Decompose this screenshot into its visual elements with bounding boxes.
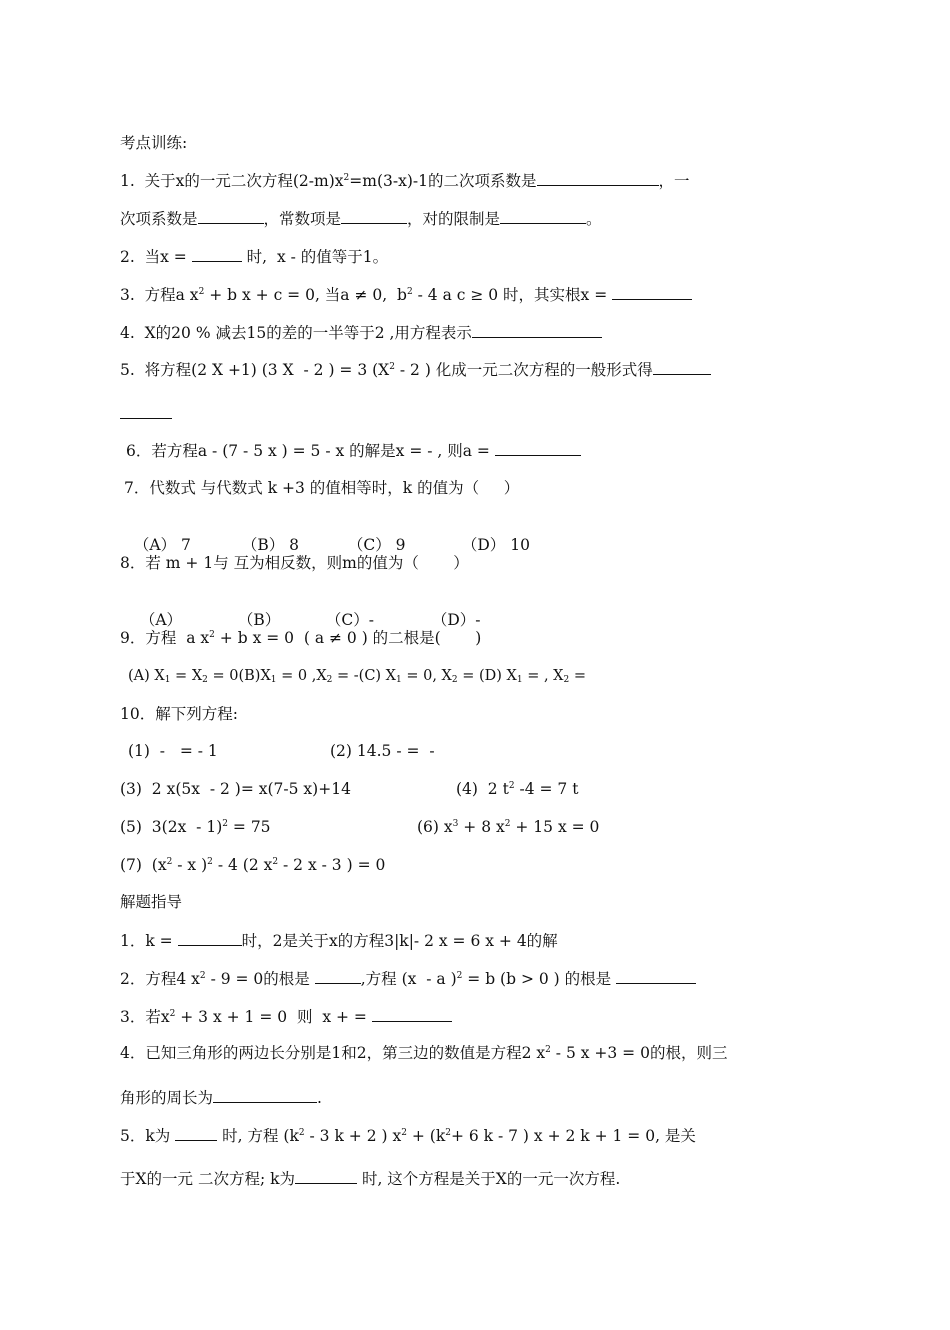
answer-blank[interactable] bbox=[120, 403, 172, 419]
answer-blank[interactable] bbox=[178, 930, 242, 946]
guidance-question-3: 3．若$x^2 + 3$ x + 1 = 0 则 x + = bbox=[120, 1006, 452, 1027]
answer-blank[interactable] bbox=[472, 322, 602, 338]
equation-1: (1) - = - 1 bbox=[128, 742, 218, 760]
answer-blank[interactable] bbox=[341, 208, 407, 224]
answer-blank[interactable] bbox=[616, 968, 696, 984]
option-b[interactable]: （B） bbox=[237, 611, 281, 629]
section-heading-guidance: 解题指导 bbox=[120, 893, 183, 911]
guidance-question-5-line-2: 于X的一元 二次方程; k为 时, 这个方程是关于X的一元一次方程. bbox=[120, 1170, 621, 1188]
guidance-question-1: 1．k = 时，2是关于x的方程3|k|- 2 x = 6 x + 4的解 bbox=[120, 932, 558, 950]
question-9: 9．方程 a $x^2 + b$ x = 0 ( a ≠ 0 ) 的二根是( ) bbox=[120, 629, 482, 647]
question-6: 6．若方程a - (7 - 5 x ) = 5 - x 的解是x = - , 则a = bbox=[126, 440, 581, 461]
guidance-question-2: 2．方程4 $x^2 - 9 = 0$的根是 ,方程 (x - a )$^2$ = b (b > 0 ) 的根是 bbox=[120, 968, 696, 989]
answer-blank[interactable] bbox=[495, 440, 581, 456]
question-1-line-2: 次项系数是 ，常数项是 ，对的限制是 。 bbox=[120, 210, 602, 228]
question-4: 4. X的20 % 减去15的差的一半等于2 ,用方程表示 bbox=[120, 322, 602, 343]
equation-7: (7) ($x^2$ - x )$^2$ - 4 (2 $x^2 - 2$ x - 3 ) = 0 bbox=[120, 856, 386, 874]
answer-blank[interactable] bbox=[653, 359, 711, 375]
question-5: 5. 将方程(2 X +1) (3 X - 2 ) = 3 ($X^2 - 2$ ) 化成一元二次方程的一般形式得 bbox=[120, 359, 711, 380]
equation-2: (2) 14.5 - = - bbox=[330, 742, 435, 760]
answer-blank[interactable] bbox=[372, 1006, 452, 1022]
equation-4: (4) 2 $t^2$ -4 = 7 t bbox=[456, 780, 579, 798]
answer-blank[interactable] bbox=[198, 208, 264, 224]
equation-3: (3) 2 x(5x - 2 )= x(7-5 x)+14 bbox=[120, 780, 351, 798]
guidance-question-4-line-1: 4．已知三角形的两边长分别是1和2，第三边的数值是方程2 $x^2 - 5$ x +3 = 0的根，则三 bbox=[120, 1044, 728, 1062]
question-7-options bbox=[124, 515, 530, 555]
answer-blank[interactable] bbox=[537, 170, 659, 186]
answer-blank[interactable] bbox=[175, 1125, 217, 1141]
question-7: 7．代数式 与代数式 k +3 的值相等时，k 的值为（ ） bbox=[124, 479, 520, 497]
question-8: 8．若 m + 1与 互为相反数，则m的值为（ ） bbox=[120, 554, 469, 572]
option-c[interactable]: （C） 9 bbox=[347, 536, 406, 554]
answer-blank[interactable] bbox=[213, 1087, 317, 1103]
question-2: 2. 当x = 时, x - 的值等于1。 bbox=[120, 248, 389, 266]
option-b[interactable]: （B） 8 bbox=[241, 536, 300, 554]
option-a[interactable]: （A） bbox=[139, 611, 183, 629]
section-heading-exercises: 考点训练: bbox=[120, 134, 188, 152]
option-c[interactable]: （C）- bbox=[325, 611, 374, 629]
answer-blank[interactable] bbox=[192, 246, 242, 262]
question-10-title: 10．解下列方程: bbox=[120, 705, 238, 723]
question-5-continuation bbox=[120, 403, 172, 424]
option-d[interactable]: （D）- bbox=[431, 611, 481, 629]
question-1-line-1: 1. 关于x的一元二次方程$(2-m)x^2=m(3-x)-1$的二次项系数是 ，一 bbox=[120, 172, 690, 190]
option-d[interactable]: （D） 10 bbox=[461, 536, 530, 554]
equation-5: (5) 3(2x - 1)$^2$ = 75 bbox=[120, 818, 271, 836]
option-a[interactable]: （A） 7 bbox=[133, 536, 191, 554]
answer-blank[interactable] bbox=[612, 284, 692, 300]
equation-6: (6) $x^3 + 8$ $x^2 + 15$ x = 0 bbox=[417, 818, 600, 836]
guidance-question-4-line-2: 角形的周长为 . bbox=[120, 1089, 322, 1107]
question-9-options: (A) $X_1 = X_2 = 0(B)X_1 = 0$ $,X_2 = -(C) X_1 = 0$, $X_2 = (D) X_1$ = , $X_2$ = bbox=[128, 668, 587, 685]
answer-blank[interactable] bbox=[295, 1168, 357, 1184]
answer-blank[interactable] bbox=[500, 208, 586, 224]
question-3: 3. 方程a $x^2 + b$ x + c = 0, 当a ≠ 0, $b^2 - 4$ a c ≥ 0 时，其实根x = bbox=[120, 284, 692, 305]
guidance-question-5-line-1: 5．k为 时, 方程 ($k^2 - 3$ k + 2 ) $x^2 + (k^2+ 6$ k - 7 ) x + 2 k + 1 = 0, 是关 bbox=[120, 1127, 696, 1145]
question-8-options bbox=[130, 590, 481, 630]
answer-blank[interactable] bbox=[315, 968, 361, 984]
